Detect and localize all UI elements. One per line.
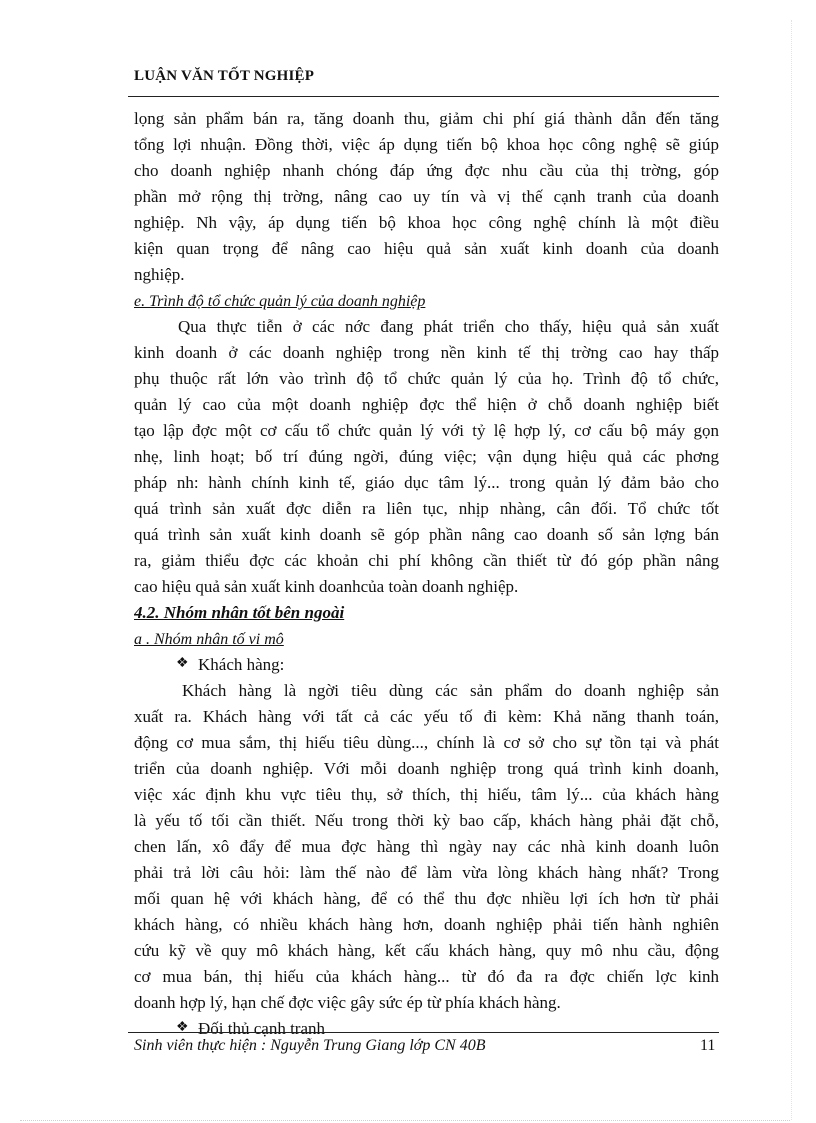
text-line: quá trình sản xuất đợc diễn ra liên tục, nhịp nhàng, cân đối. Tổ chức tốt [134,499,719,518]
text-line: nghiệp. [134,265,185,284]
subsection-heading-text: a . Nhóm nhân tố vi mô [134,631,284,648]
subsection-heading [134,288,719,314]
section-heading [134,600,719,626]
page-number: 11 [700,1037,716,1054]
text-line: xuất ra. Khách hàng với tất cả các yếu tố đi kèm: Khả năng thanh toán, [134,707,719,726]
text-line: pháp nh: hành chính kinh tế, giáo dục tâm lý... trong quản lý đảm bảo cho [134,473,719,492]
text-line: nhẹ, linh hoạt; bố trí đúng ngời, đúng việc; vận dụng hiệu quả các phơng [134,447,719,466]
text-line: phụ thuộc rất lớn vào trình độ tổ chức quản lý của họ. Trình độ tổ chức, [134,369,719,388]
text-line: kiện quan trọng để nâng cao hiệu quả sản xuất kinh doanh của doanh [134,239,719,258]
text-line: mối quan hệ với khách hàng, để có thể thu đợc nhiều lợi ích hơn từ phải [134,889,719,908]
subsection-heading [134,626,719,652]
bullet-item-customers [134,652,719,678]
subsection-heading-text: e. Trình độ tổ chức quản lý của doanh nghiệp [134,293,426,310]
right-dotted-border [791,20,792,1120]
text-line: quá trình sản xuất kinh doanh sẽ góp phần nâng cao doanh số sản lợng bán [134,525,719,544]
text-line: kinh doanh ở các doanh nghiệp trong nền kinh tế thị trờng cao hay thấp [134,343,719,362]
section-heading-text: 4.2. Nhóm nhân tốt bên ngoài [134,603,345,622]
running-header-title: LUẬN VĂN TỐT NGHIỆP [134,68,315,84]
page-body [134,106,719,1042]
footer-rule [128,1032,719,1033]
text-line: phải trả lời câu hỏi: làm thế nào để làm vừa lòng khách hàng nhất? Trong [134,863,719,882]
text-line: Khách hàng là ngời tiêu dùng các sản phẩm do doanh nghiệp sản [182,681,719,700]
four-diamond-bullet-icon: ❖ [176,656,189,671]
text-line: chen lấn, xô đẩy để mua đợc hàng thì ngày nay các nhà kinh doanh luôn [134,837,719,856]
bullet-label: Khách hàng: [198,655,285,674]
text-line: Qua thực tiễn ở các nớc đang phát triển cho thấy, hiệu quả sản xuất [178,317,719,336]
text-line: nghiệp. Nh vậy, áp dụng tiến bộ khoa học công nghệ chính là một điều [134,213,719,232]
text-line: tạo lập đợc một cơ cấu tổ chức quản lý với tỷ lệ hợp lý, cơ cấu bộ máy gọn [134,421,719,440]
bottom-dotted-border [20,1120,790,1121]
text-line: tổng lợi nhuận. Đồng thời, việc áp dụng tiến bộ khoa học công nghệ sẽ giúp [134,135,719,154]
text-line: cứu kỹ về quy mô khách hàng, kết cấu khách hàng, quy mô nhu cầu, động [134,941,719,960]
text-line: lọng sản phẩm bán ra, tăng doanh thu, giảm chi phí giá thành dẫn đến tăng [134,109,719,128]
text-line: ra, giảm thiểu đợc các khoản chi phí không cần thiết từ đó góp phần nâng [134,551,719,570]
text-line: doanh hợp lý, hạn chế đợc việc gây sức ép từ phía khách hàng. [134,993,561,1012]
four-diamond-bullet-icon: ❖ [176,1020,189,1035]
text-line: là yếu tố tối cần thiết. Nếu trong thời kỳ bao cấp, khách hàng phải đặt chỗ, [134,811,719,830]
text-line: cho doanh nghiệp nhanh chóng đáp ứng đợc nhu cầu của thị trờng, góp [134,161,719,180]
text-line: phần mở rộng thị trờng, nâng cao uy tín và vị thế cạnh tranh của doanh [134,187,719,206]
text-line: quản lý cao của một doanh nghiệp đợc thể hiện ở chỗ doanh nghiệp biết [134,395,719,414]
text-line: triển của doanh nghiệp. Với mỗi doanh nghiệp trong quá trình kinh doanh, [134,759,719,778]
text-line: việc xác định khu vực tiêu thụ, sở thích, thị hiếu, tâm lý... của khách hàng [134,785,719,804]
text-line: cao hiệu quả sản xuất kinh doanhcủa toàn doanh nghiệp. [134,577,519,596]
footer-author-line: Sinh viên thực hiện : Nguyễn Trung Giang lớp CN 40B [134,1037,486,1054]
text-line: khách hàng, có nhiều khách hàng hơn, doanh nghiệp phải tiến hành nghiên [134,915,719,934]
text-line: động cơ mua sắm, thị hiếu tiêu dùng..., chính là cơ sở cho sự tồn tại và phát [134,733,719,752]
header-rule [128,96,719,97]
bullet-label: Đối thủ cạnh tranh [198,1019,325,1038]
text-line: cơ mua bán, thị hiếu của khách hàng... từ đó đa ra đợc chiến lợc kinh [134,967,719,986]
